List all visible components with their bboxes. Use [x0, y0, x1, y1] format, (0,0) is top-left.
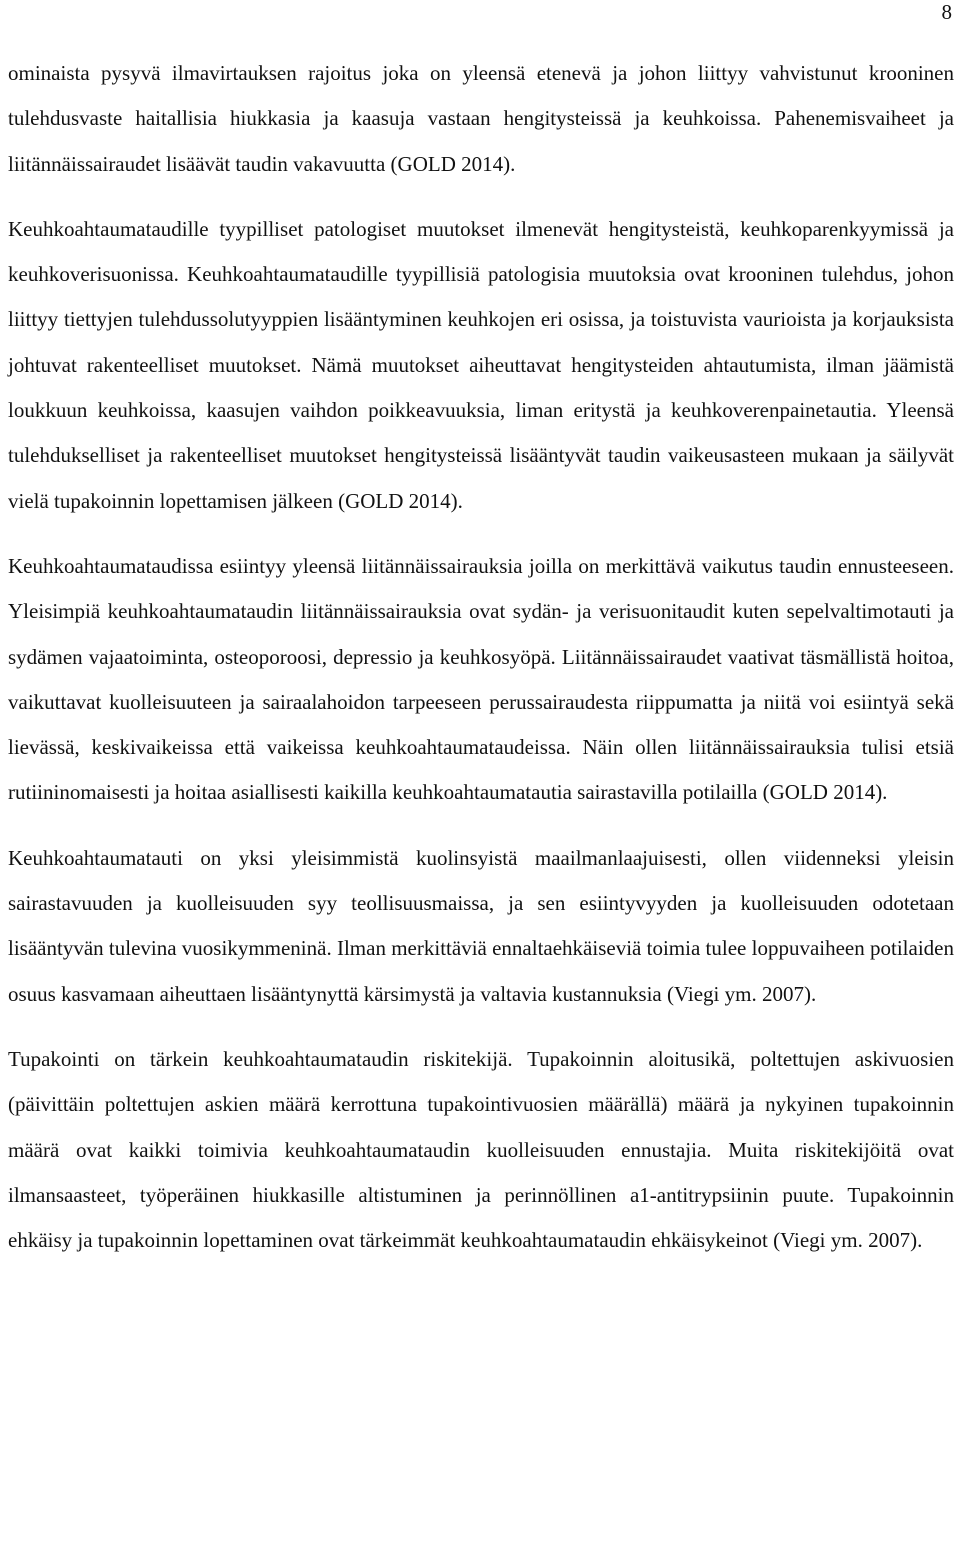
paragraph-comorbidities: Keuhkoahtaumataudissa esiintyy yleensä liitännäissairauksia joilla on merkittävä vaikutus taudin ennusteeseen. Yleisimpiä keuhkoahtaumataudin liitännäissairauksia ovat sydän- ja verisuonitaudit kuten sepelvaltimotauti ja sydämen vajaatoiminta, osteoporoosi, depressio ja keuhkosyöpä. Liitännäissairaudet vaativat täsmällistä hoitoa, vaikuttavat kuolleisuuteen ja sairaalahoidon tarpeeseen perussairaudesta riippumatta ja niitä voi esiintyä sekä lievässä, keskivaikeissa että vaikeissa keuhkoahtaumataudeissa. Näin ollen liitännäissairauksia tulisi etsiä rutiininomaisesti ja hoitaa asiallisesti kaikilla keuhkoahtaumatautia sairastavilla potilailla (GOLD 2014).: [8, 553, 954, 805]
paragraph-epidemiology: Keuhkoahtaumatauti on yksi yleisimmistä kuolinsyistä maailmanlaajuisesti, ollen viidenneksi yleisin sairastavuuden ja kuolleisuuden syy teollisuusmaissa, ja sen esiintyvyyden ja kuolleisuuden odotetaan lisääntyvän tulevina vuosikymmeninä. Ilman merkittäviä ennaltaehkäiseviä toimia tulee loppuvaiheen potilaiden osuus kasvamaan aiheuttaen lisääntynyttä kärsimystä ja valtavia kustannuksia (Viegi ym. 2007).: [8, 845, 954, 1006]
page-number: 8: [941, 0, 952, 24]
paragraph-pathology: Keuhkoahtaumataudille tyypilliset patologiset muutokset ilmenevät hengitysteistä, keuhkoparenkyymissä ja keuhkoverisuonissa. Keuhkoahtaumataudille tyypillisiä patologisia muutoksia ovat krooninen tulehdus, johon liittyy tiettyjen tulehdussolutyyppien lisääntyminen keuhkojen eri osissa, ja toistuvista vaurioista ja korjauksista johtuvat rakenteelliset muutokset. Nämä muutokset aiheuttavat hengitysteiden ahtautumista, ilman jäämistä loukkuun keuhkoissa, kaasujen vaihdon poikkeavuuksia, liman eritystä ja keuhkoverenpainetautia. Yleensä tulehdukselliset ja rakenteelliset muutokset hengitysteissä lisääntyvät taudin vaikeusasteen mukaan ja säilyvät vielä tupakoinnin lopettamisen jälkeen (GOLD 2014).: [8, 216, 954, 513]
document-body: [8, 51, 954, 1263]
paragraph-copd-definition: ominaista pysyvä ilmavirtauksen rajoitus joka on yleensä etenevä ja johon liittyy vahvistunut krooninen tulehdusvaste haitallisia hiukkasia ja kaasuja vastaan hengitysteissä ja keuhkoissa. Pahenemisvaiheet ja liitännäissairaudet lisäävät taudin vakavuutta (GOLD 2014).: [8, 61, 954, 176]
paragraph-risk-factors: Tupakointi on tärkein keuhkoahtaumataudin riskitekijä. Tupakoinnin aloitusikä, poltettujen askivuosien (päivittäin poltettujen askien määrä kerrottuna tupakointivuosien määrällä) määrä ja nykyinen tupakoinnin määrä ovat kaikki toimivia keuhkoahtaumataudin kuolleisuuden ennustajia. Muita riskitekijöitä ovat ilmansaasteet, työperäinen hiukkasille altistuminen ja perinnöllinen a1-antitrypsiinin puute. Tupakoinnin ehkäisy ja tupakoinnin lopettaminen ovat tärkeimmät keuhkoahtaumataudin ehkäisykeinot (Viegi ym. 2007).: [8, 1046, 954, 1253]
